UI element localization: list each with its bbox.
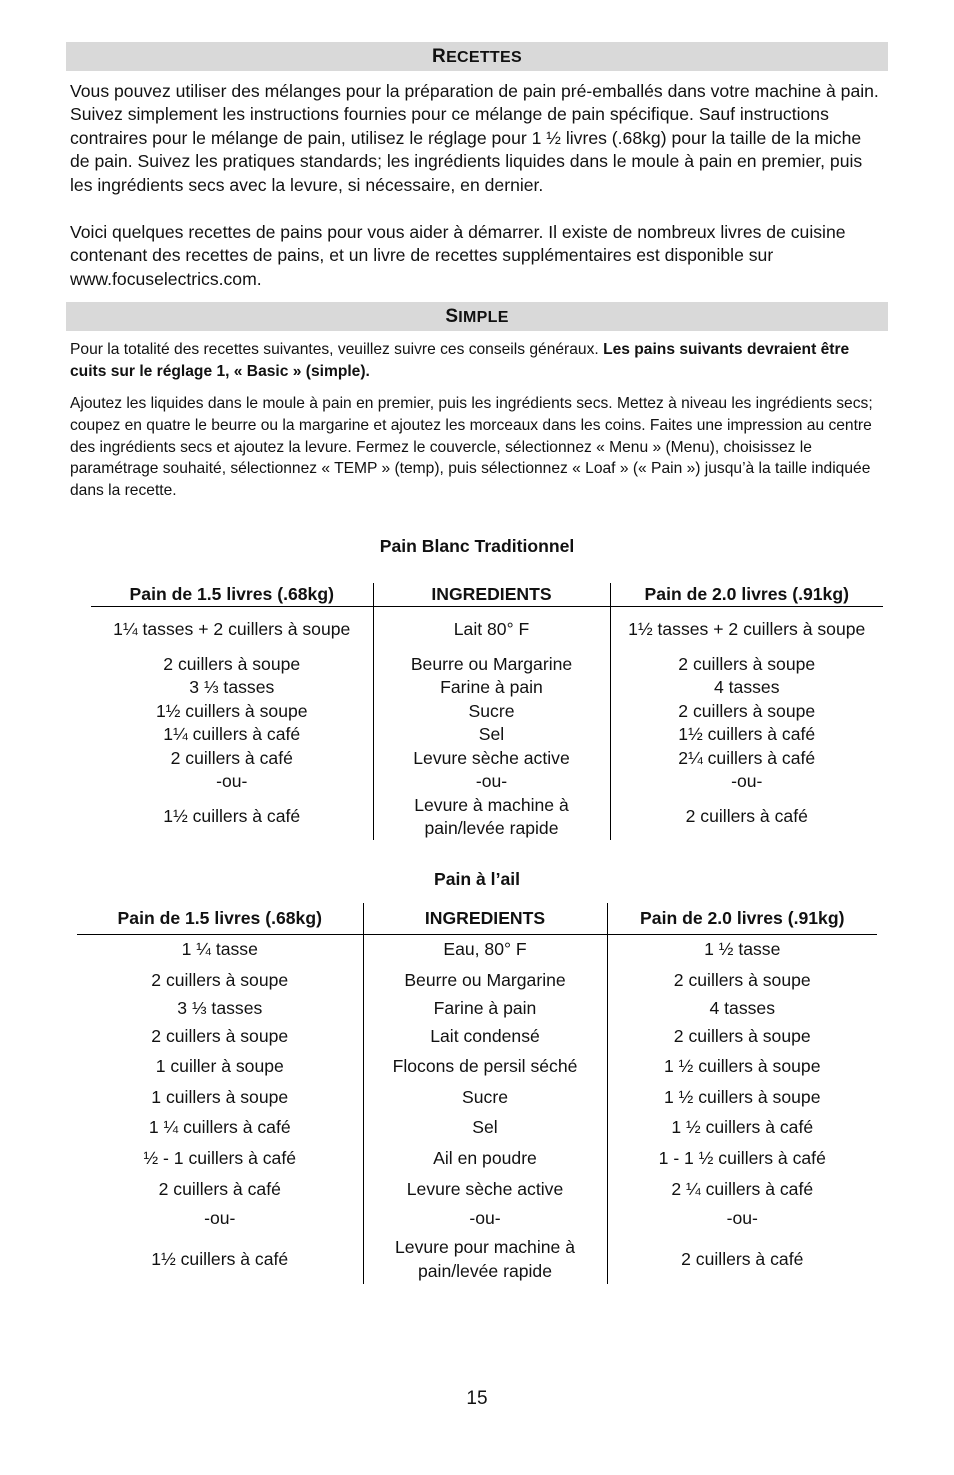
recipe2-cell-small-loaf: 1 ¼ tasse xyxy=(181,939,258,960)
recipe1-header-small-loaf: Pain de 1.5 livres (.68kg) xyxy=(129,583,334,604)
recipe2-row xyxy=(77,995,877,1021)
recipe1-cell-large-loaf: 2 cuillers à café xyxy=(610,793,883,840)
recipe1-row xyxy=(91,746,883,770)
recipe1-cell-ingredient: Beurre ou Margarine xyxy=(373,653,610,676)
recipe2-cell-small-loaf: 1 cuillers à soupe xyxy=(151,1087,289,1107)
recettes-heading xyxy=(66,42,888,71)
recipe2-row xyxy=(77,1021,877,1050)
recipe1-cell-small-loaf: 1¼ cuillers à café xyxy=(163,724,301,744)
recipe2-cell-large-loaf: 1 ½ cuillers à café xyxy=(607,1112,877,1142)
recipe2-cell-small-loaf: -ou- xyxy=(204,1208,236,1228)
page-number: 15 xyxy=(466,1388,488,1409)
recipe2-cell-ingredient: Beurre ou Margarine xyxy=(363,964,607,995)
recipe2-row xyxy=(77,1233,877,1284)
recipe1-row xyxy=(91,770,883,793)
recipe2-cell-ingredient: Ail en poudre xyxy=(363,1142,607,1174)
recipe1-cell-large-loaf: 1½ tasses + 2 cuillers à soupe xyxy=(610,606,883,653)
simple-intro-text: Pour la totalité des recettes suivantes, veuillez suivre ces conseils généraux. xyxy=(70,341,599,358)
recipe1-row xyxy=(91,793,883,840)
recipe2-cell-small-loaf: 1 ¼ cuillers à café xyxy=(148,1117,291,1137)
simple-heading-initial: S xyxy=(445,306,459,327)
recipe2-row xyxy=(77,1142,877,1174)
recipe1-cell-ingredient: Levure à machine à pain/levée rapide xyxy=(373,793,610,840)
recipe2-cell-large-loaf: 2 cuillers à soupe xyxy=(607,964,877,995)
recipe2-row xyxy=(77,1082,877,1112)
recipe1-title: Pain Blanc Traditionnel xyxy=(379,536,575,556)
recipe1-cell-ingredient: -ou- xyxy=(373,770,610,793)
recipe1-cell-small-loaf: 1½ cuillers à soupe xyxy=(155,700,308,721)
recipe1-row xyxy=(91,653,883,676)
recipe1-row xyxy=(91,606,883,653)
recipe2-row xyxy=(77,1203,877,1233)
recipe2-table xyxy=(77,903,877,1284)
recipe2-header-small-loaf: Pain de 1.5 livres (.68kg) xyxy=(117,907,322,928)
simple-heading-rest: IMPLE xyxy=(458,309,509,326)
recipe2-cell-large-loaf: 4 tasses xyxy=(607,995,877,1021)
recipe1-cell-ingredient: Sucre xyxy=(373,699,610,723)
recipe1-row xyxy=(91,676,883,699)
recipe2-cell-ingredient: Levure pour machine à pain/levée rapide xyxy=(363,1233,607,1284)
recipe2-row xyxy=(77,1112,877,1142)
recipe2-row xyxy=(77,1174,877,1203)
recipe1-header-row xyxy=(91,583,883,606)
recipe2-header-large-loaf: Pain de 2.0 livres (.91kg) xyxy=(607,903,877,934)
recipe2-row xyxy=(77,964,877,995)
recipe1-cell-ingredient: Farine à pain xyxy=(373,676,610,699)
recipe2-cell-ingredient: Farine à pain xyxy=(363,995,607,1021)
recipe2-cell-small-loaf: 1 cuiller à soupe xyxy=(155,1056,284,1076)
recettes-heading-rest: ECETTES xyxy=(446,49,522,66)
recipe2-cell-large-loaf: 1 - 1 ½ cuillers à café xyxy=(607,1142,877,1174)
recipe1-row xyxy=(91,723,883,746)
recipe1-cell-large-loaf: 2 cuillers à soupe xyxy=(610,699,883,723)
recipe2-row xyxy=(77,934,877,964)
recipe1-cell-ingredient: Sel xyxy=(373,723,610,746)
recipe2-cell-large-loaf: 2 ¼ cuillers à café xyxy=(607,1174,877,1203)
recipe2-row xyxy=(77,1050,877,1082)
recipe1-cell-ingredient: Levure sèche active xyxy=(373,746,610,770)
recipe2-cell-large-loaf: 2 cuillers à café xyxy=(607,1233,877,1284)
recipe2-cell-small-loaf: 2 cuillers à soupe xyxy=(151,1025,289,1046)
recettes-paragraph-2: Voici quelques recettes de pains pour vous aider à démarrer. Il existe de nombreux livres de cuisine contenant des recettes de pains, et un livre de recettes supplémentaires est disponible sur www.focuselectrics.com. xyxy=(70,222,846,289)
recipe1-table xyxy=(91,583,883,840)
recettes-paragraph-1: Vous pouvez utiliser des mélanges pour la préparation de pain pré-emballés dans votre machine à pain. Suivez simplement les instructions fournies pour ce mélange de pain spécifique. Sauf instructions contraires pour le mélange de pain, utilisez le réglage pour 1 ½ livres (.68kg) pour la taille de la miche de pain. Suivez les pratiques standards; les ingrédients liquides dans le moule à pain en premier, puis les ingrédients secs avec la levure, si nécessaire, en dernier. xyxy=(70,81,879,195)
recettes-heading-initial: R xyxy=(432,46,447,67)
recipe2-cell-ingredient: Lait condensé xyxy=(363,1021,607,1050)
recipe2-cell-ingredient: Sucre xyxy=(363,1082,607,1112)
recipe2-cell-large-loaf: 1 ½ tasse xyxy=(607,934,877,964)
recipe1-cell-large-loaf: 4 tasses xyxy=(610,676,883,699)
recipe2-cell-small-loaf: 2 cuillers à café xyxy=(158,1178,281,1199)
recipe1-header-ingredients: INGREDIENTS xyxy=(373,583,610,606)
recipe1-cell-large-loaf: 2 cuillers à soupe xyxy=(610,653,883,676)
recipe2-cell-large-loaf: 1 ½ cuillers à soupe xyxy=(607,1050,877,1082)
recipe1-cell-large-loaf: -ou- xyxy=(610,770,883,793)
recipe1-cell-small-loaf: 1½ cuillers à café xyxy=(163,806,301,826)
recipe2-cell-small-loaf: 3 ⅓ tasses xyxy=(177,998,263,1018)
recipe2-cell-ingredient: Flocons de persil séché xyxy=(363,1050,607,1082)
recipe1-cell-large-loaf: 2¼ cuillers à café xyxy=(610,746,883,770)
recipe2-cell-small-loaf: 1½ cuillers à café xyxy=(151,1248,289,1269)
recipe1-cell-large-loaf: 1½ cuillers à café xyxy=(610,723,883,746)
recipe2-title: Pain à l’ail xyxy=(433,869,521,889)
recipe2-cell-large-loaf: 1 ½ cuillers à soupe xyxy=(607,1082,877,1112)
recipe1-cell-small-loaf: 2 cuillers à café xyxy=(170,747,293,768)
recipe1-row xyxy=(91,699,883,723)
recipe2-cell-large-loaf: 2 cuillers à soupe xyxy=(607,1021,877,1050)
recipe2-cell-small-loaf: ½ - 1 cuillers à café xyxy=(143,1148,297,1168)
recipe2-header-row xyxy=(77,903,877,934)
recipe2-cell-ingredient: -ou- xyxy=(363,1203,607,1233)
recipe1-header-large-loaf: Pain de 2.0 livres (.91kg) xyxy=(610,583,883,606)
recipe2-cell-ingredient: Eau, 80° F xyxy=(363,934,607,964)
simple-intro-bold: Les pains suivants devraient être cuits sur le réglage 1, « Basic » (simple). xyxy=(70,341,850,380)
simple-instructions: Ajoutez les liquides dans le moule à pain en premier, puis les ingrédients secs. Mettez à niveau les ingrédients secs; coupez en quatre le beurre ou la margarine et ajoutez les morceaux dans les coins. Faites une impression au centre des ingrédients secs et ajoutez la levure. Fermez le couvercle, sélectionnez « Menu » (Menu), choisissez le paramétrage souhaité, sélectionnez « TEMP » (temp), puis sélectionnez « Loaf » (« Pain ») jusqu’à la taille indiquée dans la recette. xyxy=(70,395,873,500)
recipe1-cell-small-loaf: -ou- xyxy=(216,771,248,791)
recipe2-cell-ingredient: Levure sèche active xyxy=(363,1174,607,1203)
recipe1-cell-small-loaf: 3 ⅓ tasses xyxy=(189,677,275,697)
recipe1-cell-ingredient: Lait 80° F xyxy=(373,606,610,653)
simple-intro xyxy=(70,339,888,383)
recipe1-cell-small-loaf: 1¼ tasses + 2 cuillers à soupe xyxy=(113,619,351,640)
recipe2-header-ingredients: INGREDIENTS xyxy=(363,903,607,934)
recipe2-cell-large-loaf: -ou- xyxy=(607,1203,877,1233)
recipe2-cell-small-loaf: 2 cuillers à soupe xyxy=(151,969,289,990)
simple-heading xyxy=(66,302,888,331)
recipe2-cell-ingredient: Sel xyxy=(363,1112,607,1142)
recipe1-cell-small-loaf: 2 cuillers à soupe xyxy=(163,654,301,674)
